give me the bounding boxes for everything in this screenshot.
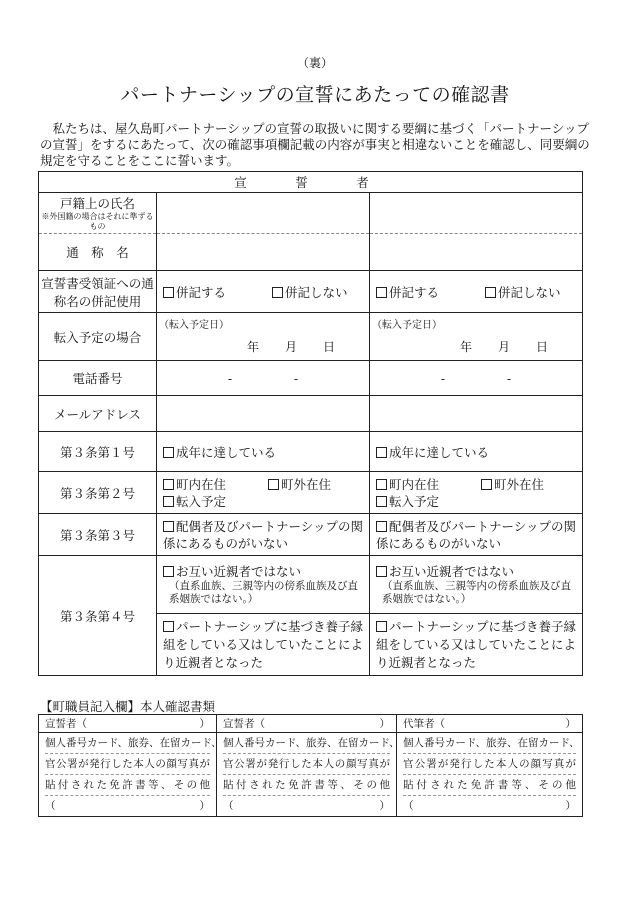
docs-line: 官公署が発行した本人の顔写真が <box>223 754 390 775</box>
name-note: ※外国籍の場合はそれに準ずるもの <box>41 212 154 231</box>
docs-cell-3[interactable] <box>397 733 583 817</box>
cert-label: 宣誓書受領証への通称名の併記使用 <box>39 271 157 313</box>
oath-header: 宣 誓 者 <box>39 172 583 193</box>
docs-line: 貼付された免許書等、その他 <box>45 775 210 796</box>
cert-options-1 <box>157 271 370 313</box>
move-date-2[interactable] <box>370 313 583 361</box>
role-cell-1[interactable] <box>39 715 217 733</box>
checkbox-icon[interactable] <box>376 447 387 458</box>
docs-line: 官公署が発行した本人の顔写真が <box>45 754 210 775</box>
docs-line: 個人番号カード、旅券、在留カード、 <box>223 733 390 754</box>
checkbox-icon[interactable] <box>163 496 174 507</box>
art2-opt-label: 町内在住 <box>389 476 440 492</box>
name-field-2[interactable] <box>370 193 583 234</box>
art1-opt-label: 成年に達している <box>389 444 490 460</box>
art2-opt-label: 町外在住 <box>494 476 545 492</box>
docs-line: 個人番号カード、旅券、在留カード、 <box>45 733 210 754</box>
checkbox-icon[interactable] <box>485 287 496 298</box>
checkbox-icon[interactable] <box>163 287 174 298</box>
cert-opt-on-1[interactable] <box>163 283 268 301</box>
email-label: メールアドレス <box>39 396 157 432</box>
art2-label: 第３条第２号 <box>39 472 157 514</box>
art2-options-2 <box>370 472 583 514</box>
docs-line: （ ） <box>223 800 390 812</box>
cert-opt-off-1[interactable] <box>272 283 348 301</box>
art3-option-2[interactable] <box>370 514 583 556</box>
art1-opt-label: 成年に達している <box>176 444 277 460</box>
art4-note: （直系血族、三親等内の傍系血族及び直系姻族ではない。） <box>382 579 571 605</box>
checkbox-icon[interactable] <box>376 621 387 632</box>
docs-line: 貼付された免許書等、その他 <box>223 775 390 796</box>
art2-options-1 <box>157 472 370 514</box>
checkbox-icon[interactable] <box>272 287 283 298</box>
checkbox-icon[interactable] <box>376 496 387 507</box>
email-field-2[interactable] <box>370 396 583 432</box>
phone-separator: - <box>506 370 512 386</box>
checkbox-icon[interactable] <box>376 566 387 577</box>
checkbox-icon[interactable] <box>376 287 387 298</box>
phone-field-1[interactable] <box>157 361 370 396</box>
art2-opt-in-1[interactable] <box>163 476 268 493</box>
cert-options-2 <box>370 271 583 313</box>
phone-field-2[interactable] <box>370 361 583 396</box>
year-label: 年 <box>460 339 473 354</box>
checkbox-icon[interactable] <box>481 479 492 490</box>
art2-opt-label: 転入予定 <box>389 493 440 509</box>
art2-opt-out-1[interactable] <box>268 476 331 493</box>
checkbox-icon[interactable] <box>163 447 174 458</box>
phone-label: 電話番号 <box>39 361 157 396</box>
art1-option-1[interactable] <box>157 432 370 472</box>
art4-option-a-1[interactable] <box>157 556 370 614</box>
name-label-cell <box>39 193 157 234</box>
docs-line: （ ） <box>45 800 210 812</box>
art2-opt-in-2[interactable] <box>376 476 481 493</box>
id-documents-table <box>38 714 583 817</box>
alias-field-1[interactable] <box>157 234 370 271</box>
art3-option-1[interactable] <box>157 514 370 556</box>
art4-opt-label: パートナーシップに基づき養子縁組をしている又はしていたことにより近親者となった <box>163 618 364 670</box>
art4-label: 第３条第４号 <box>39 556 157 676</box>
email-field-1[interactable] <box>157 396 370 432</box>
year-label: 年 <box>247 339 260 354</box>
docs-cell-2[interactable] <box>217 733 400 817</box>
name-field-1[interactable] <box>157 193 370 234</box>
phone-separator: - <box>293 370 299 386</box>
move-label: 転入予定の場合 <box>39 313 157 361</box>
role-label: 宣誓者（ <box>45 718 87 730</box>
month-label: 月 <box>285 339 298 354</box>
move-date-label: （転入予定日） <box>372 319 442 331</box>
phone-separator: - <box>227 370 233 386</box>
staff-heading: 【町職員記入欄】本人確認書類 <box>40 699 216 714</box>
cert-opt-label: 併記する <box>176 284 227 300</box>
name-label: 戸籍上の氏名 <box>59 196 135 211</box>
docs-line: 官公署が発行した本人の顔写真が <box>403 754 576 775</box>
move-date-1[interactable] <box>157 313 370 361</box>
checkbox-icon[interactable] <box>163 521 174 532</box>
role-label: 代筆者（ <box>403 718 445 730</box>
art4-option-a-2[interactable] <box>370 556 583 614</box>
cert-opt-off-2[interactable] <box>485 283 561 301</box>
alias-label: 通 称 名 <box>39 234 157 271</box>
art3-opt-label: 配偶者及びパートナーシップの関係にあるものがいない <box>376 518 577 551</box>
art1-option-2[interactable] <box>370 432 583 472</box>
checkbox-icon[interactable] <box>163 621 174 632</box>
checkbox-icon[interactable] <box>376 521 387 532</box>
role-cell-3[interactable] <box>397 715 583 733</box>
day-label: 日 <box>536 339 549 354</box>
cert-opt-label: 併記する <box>389 284 440 300</box>
phone-separator: - <box>440 370 446 386</box>
art2-opt-move-2[interactable] <box>376 493 439 510</box>
docs-line: （ ） <box>403 800 576 812</box>
day-label: 日 <box>323 339 336 354</box>
docs-cell-1[interactable] <box>39 733 222 817</box>
close-paren: ） <box>199 718 210 730</box>
checkbox-icon[interactable] <box>376 479 387 490</box>
art3-label: 第３条第３号 <box>39 514 157 556</box>
cert-opt-label: 併記しない <box>284 284 348 300</box>
move-date-label: （転入予定日） <box>159 319 229 331</box>
page-label: （裏） <box>296 56 333 70</box>
art4-note: （直系血族、三親等内の傍系血族及び直系姻族ではない。） <box>169 579 358 605</box>
checkbox-icon[interactable] <box>163 479 174 490</box>
alias-field-2[interactable] <box>370 234 583 271</box>
art2-opt-move-1[interactable] <box>163 493 226 510</box>
month-label: 月 <box>498 339 511 354</box>
art4-opt-label: パートナーシップに基づき養子縁組をしている又はしていたことにより近親者となった <box>376 618 577 670</box>
art2-opt-out-2[interactable] <box>481 476 544 493</box>
art1-label: 第３条第１号 <box>39 432 157 472</box>
close-paren: ） <box>565 718 576 730</box>
art2-opt-label: 転入予定 <box>176 493 227 509</box>
checkbox-icon[interactable] <box>268 479 279 490</box>
role-cell-2[interactable] <box>217 715 397 733</box>
close-paren: ） <box>379 718 390 730</box>
document-title: パートナーシップの宣誓にあたっての確認書 <box>120 84 510 106</box>
cert-opt-label: 併記しない <box>497 284 561 300</box>
docs-line: 貼付された免許書等、その他 <box>403 775 576 796</box>
art4-option-b-1[interactable] <box>157 614 370 676</box>
cert-opt-on-2[interactable] <box>376 283 481 301</box>
art4-opt-label: お互い近親者ではない <box>176 563 302 579</box>
art3-opt-label: 配偶者及びパートナーシップの関係にあるものがいない <box>163 518 364 551</box>
docs-line: 個人番号カード、旅券、在留カード、 <box>403 733 576 754</box>
intro-paragraph: 私たちは、屋久島町パートナーシップの宣誓の取扱いに関する要綱に基づく「パートナーシップの宣誓」をするにあたって、次の確認事項欄記載の内容が事実と相違ないことを確認し、同要綱の規定を守ることをここに誓います。 <box>40 121 590 168</box>
oath-table <box>38 171 583 676</box>
checkbox-icon[interactable] <box>163 566 174 577</box>
art2-opt-label: 町外在住 <box>281 476 332 492</box>
art4-option-b-2[interactable] <box>370 614 583 676</box>
role-label: 宣誓者（ <box>223 718 265 730</box>
art2-opt-label: 町内在住 <box>176 476 227 492</box>
art4-opt-label: お互い近親者ではない <box>389 563 515 579</box>
